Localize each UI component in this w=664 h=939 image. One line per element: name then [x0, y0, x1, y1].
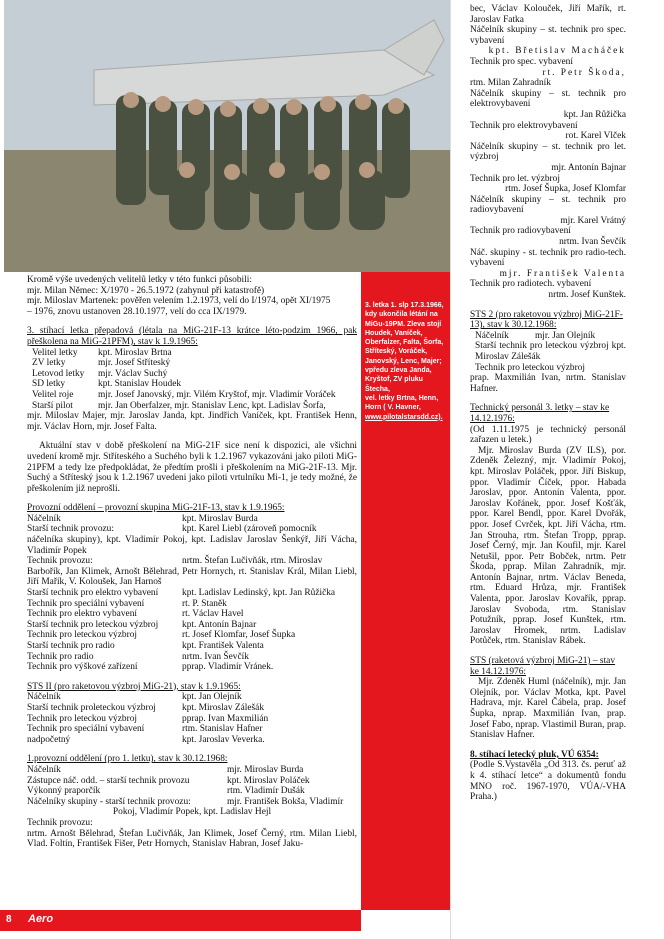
person: rt. Josef Klomfar, Josef Šupka: [182, 630, 296, 641]
caption-line: Kryštof, ZV pluku Štecha,: [365, 376, 423, 393]
role: Technik pro let. výzbroj: [470, 173, 560, 184]
person: kpt. Antonín Bajnar: [182, 619, 257, 630]
role: Velitel roje: [32, 389, 74, 400]
person: mjr. František Valenta: [499, 268, 626, 279]
paragraph: bec, Václav Kolouček, Jiří Mařík, rt. Jaroslav Fatka: [470, 4, 626, 25]
text-line: mjr. Milan Němec: X/1970 - 26.5.1972 (zahynul při katastrofě): [27, 285, 265, 296]
person: mjr. Miroslav Burda: [227, 764, 304, 775]
role: Náčelník skupiny – st. technik pro let. výzbroj: [470, 141, 626, 163]
person: kpt. Miroslav Zálešák: [182, 702, 265, 713]
person: rt. Václav Havel: [182, 609, 244, 620]
right-column: [470, 4, 626, 803]
person: rtm. Stanislav Hafner: [182, 724, 263, 735]
paragraph: (Podle S.Vystavěla „Od 313. čs. peruť až k 4. stíhací letce“ a dokumentů fondu MNO roč. 1967-1970, VÚA/-VHA Praha.): [470, 760, 626, 803]
person: mjr. František Bokša, Vladimír: [227, 796, 344, 807]
person: pprap. Vladimír Vránek.: [182, 662, 274, 673]
caption-line: vpředu zleva Janda,: [365, 367, 432, 375]
caption-line: Houdek, Vaníček,: [365, 329, 423, 337]
left-column: [27, 275, 357, 850]
person: kpt. Jan Růžička: [563, 109, 626, 120]
role: Starší technik provozu:: [27, 524, 114, 535]
role: Technik pro radiovybavení: [470, 226, 571, 237]
role: SD letky: [32, 379, 66, 390]
paragraph: Mjr. Zdeněk Huml (náčelník), mjr. Jan Olejník, por. Václav Motka, kpt. Pavel Hadrava, mjr. Karel Čábela, prap. Josef Šupka, nprap. Maxmilián Ivan, prap. Josef Fabo, nprap. Vlastimil Buran, prap. Stanislav Hafner.: [470, 677, 626, 741]
paragraph: (Od 1.11.1975 je technický personál zařazen u letek.): [470, 424, 626, 446]
role: Starší pilot: [32, 400, 73, 411]
photo-caption: [365, 301, 447, 422]
role: Technik pro elektrovybavení: [470, 120, 578, 131]
role: Starší technik pro leteckou výzbroj: [27, 619, 159, 630]
role: Náčelník skupiny – st. technik pro elektrovybavení: [470, 88, 626, 110]
role: Náčelník skupiny – st. technik pro spec. vybavení: [470, 25, 626, 46]
person: kpt. Karel Liebl (zároveň pomocník: [182, 524, 317, 535]
section-heading: STS (raketová výzbroj MiG-21) – stav ke 14.12.1976:: [470, 656, 616, 677]
person: kpt. Miroslav Poláček: [227, 775, 310, 786]
person: rtm. Vladimír Dušák: [227, 786, 305, 797]
role: ZV letky: [32, 358, 66, 369]
person: mjr. Jan Olejník: [535, 330, 596, 341]
role: Letovod letky: [32, 368, 85, 379]
role: Starší technik pro elektro vybavení: [27, 588, 159, 599]
role: Technik pro leteckou výzbroj: [27, 713, 137, 724]
role: Technik pro radiotech. vybavení: [470, 279, 592, 290]
person: kpt. Miroslav Burda: [182, 513, 258, 524]
paragraph: mjr. Miloslav Majer, mjr. Jaroslav Janda, kpt. Jindřich Vaníček, kpt. František Henn, mjr. Václav Horn, mjr. Josef Falta.: [27, 411, 357, 432]
person: mjr. Jan Oberfalzer, mjr. Stanislav Lenc, kpt. Ladislav Šorfa,: [98, 400, 326, 411]
person: mjr. Václav Suchý: [98, 368, 168, 379]
paragraph: Barbořík, Jan Klimek, Arnošt Bělehrad, Petr Hornych, rt. Stanislav Král, Milan Liebl, Jiří Mařík, V. Koloušek, Jan Harnoš: [27, 566, 357, 588]
section-heading: STS II (pro raketovou výzbroj MiG-21), stav k 1.9.1965:: [27, 681, 241, 692]
page-footer: [0, 910, 361, 931]
person: mjr. Josef Stříteský: [98, 358, 171, 369]
caption-line: 3. letka 1. slp 17.3.1966,: [365, 302, 444, 309]
person: nrtm. Josef Kunštek.: [548, 290, 626, 301]
person: mjr. Antonín Bajnar: [551, 162, 626, 173]
role: Technik pro leteckou výzbroj: [475, 362, 585, 373]
caption-line: MiGu-19PM. Zleva stojí: [365, 320, 442, 328]
paragraph: Aktuální stav v době přeškolení na MiG-21F sice není k dispozici, ale všichni uvedení kromě mjr. Stříteského a Suchého byli k 1.2.1967 vykazováni jako piloti MiG-21PFM a tedy lze předpokládat, že předtím prošli i přeškolením na MiG-21F-13. Mjr. Suchý a Stříteský jsou k 1.2.1967 uvedeni jako piloti vrtulníku Mi-1, je tedy možné, že přeškolením již neprošli.: [27, 441, 357, 494]
person: kpt. Jaroslav Veverka.: [182, 734, 265, 745]
role: Technik pro spec. vybavení: [470, 56, 573, 67]
person: mjr. Josef Janovský, mjr. Vilém Kryštof, mjr. Vladimír Voráček: [98, 389, 336, 400]
role: Technik pro radio: [27, 651, 94, 662]
column-divider: [450, 0, 451, 939]
role: Náčelník: [27, 692, 61, 703]
role: Technik pro leteckou výzbroj: [27, 630, 137, 641]
person: kpt. Stanislav Houdek: [98, 379, 182, 390]
page-number: 8: [6, 914, 12, 925]
paragraph: Pokoj, Vladimír Popek, kpt. Ladislav Hejl: [112, 807, 272, 818]
person: rot. Karel Vlček: [565, 131, 626, 142]
person: kpt. Ladislav Ledinský, kpt. Jan Růžička: [182, 588, 336, 599]
paragraph: nrtm. Arnošt Bělehrad, Štefan Lučivňák, Jan Klimek, Josef Černý, rtm. Milan Liebl, Vlad. Foltín, František Fišer, Petr Hornych, Stanislav Habran, Josef Jaku-: [27, 828, 357, 850]
text-line: Technik provozu:: [27, 817, 93, 828]
text-line: Kromě výše uvedených velitelů letky v této funkci působili:: [27, 275, 252, 285]
role: Náčelník skupiny – st. technik pro radiovybavení: [470, 194, 626, 216]
role: Náčelníky skupiny - starší technik provozu:: [27, 796, 191, 807]
caption-line: Stříteský, Voráček,: [365, 348, 428, 356]
person: prap. Maxmilián Ivan, nrtm. Stanislav Hafner.: [470, 373, 626, 394]
photo-illustration: [4, 0, 450, 272]
person: nrtm. Ivan Ševčík: [559, 237, 626, 248]
person: kpt. Jan Olejník: [182, 692, 242, 703]
role: Náčelník: [27, 764, 61, 775]
person: pprap. Ivan Maxmilián: [182, 713, 269, 724]
role: Technik pro elektro vybavení: [27, 609, 137, 620]
section-heading: Technický personál 3. letky – stav ke 14.12.1976:: [470, 403, 610, 424]
section-heading: 1.provozní oddělení (pro 1. letku), stav k 30.12.1968:: [27, 754, 228, 765]
person: rtm. Milan Zahradník: [470, 78, 551, 89]
person: nrtm. Štefan Lučivňák, rtm. Miroslav: [182, 556, 323, 567]
role: Velitel letky: [32, 347, 78, 358]
role: Starší technik proleteckou výzbroj: [27, 702, 156, 713]
text-line: mjr. Miloslav Martenek: pověřen velením 1.2.1973, velí do I/1974, opět XI/1975: [27, 296, 331, 307]
person: kpt. František Valenta: [182, 641, 264, 651]
role: Technik pro výškové zařízení: [27, 662, 138, 673]
paragraph: náčelníka skupiny), kpt. Vladimír Pokoj, kpt. Ladislav Jaroslav Šenkýř, Jiří Vácha, Vladimír Popek: [27, 535, 357, 556]
caption-line: vel. letky Brtna, Henn,: [365, 394, 439, 402]
person: mjr. Karel Vrátný: [560, 215, 626, 226]
person: rt. Petr Škoda,: [542, 67, 626, 78]
role: nadpočetný: [27, 734, 71, 745]
role: Starší technik pro radio: [27, 641, 115, 651]
paragraph: Starší technik pro leteckou výzbroj kpt. Miroslav Zálešák: [475, 341, 626, 362]
paragraph: Mjr. Miroslav Burda (ZV ILS), por. Zdeněk Železný, mjr. Vladimír Pokoj, kpt. Miroslav Poláček, ppor. Jiří Biskup, ppor. Vladimír Číček, ppor. Habada Jaroslav, ppor. Antonín Valenta, ppor. Jaroslav Kořánek, ppor. Josef Košťák, ppor. Karel Bendl, ppor. Karel Dvořák, ppor. Josef Cvrček, kpt. Jiří Vácha, rtm. Jan Strouha, rtm. Štefan Tropp, pprap. Josef Černý, mjr. Jan Koufil, mjr. Karel Netušil, ppor. Petr Bobček, nrtm. Petr Škoda, pprap. Milan Zahradník, mjr. Antonín Bajnar, nrtm. Václav Beneda, rtm. Eduard Hrůza, mjr. František Valenta, ppor. Jaroslav Kovařík, pprap. Jaroslav Svoboda, rtm. Stanislav Potužník, pprap. Josef Kunštek, rtm. Jaroslav Hromek, nrtm. Ladislav Potůček, rtm. Stanislav Rábek.: [470, 445, 626, 647]
caption-line: Oberfalzer, Falta, Šorfa,: [365, 339, 444, 347]
role: Technik pro speciální vybavení: [27, 724, 145, 735]
section-heading: 3. stíhací letka přepadová (létala na MiG-21F-13 krátce léto-podzim 1966, pak přeškolena na MiG-21PFM), stav k 1.9.1965:: [27, 326, 357, 347]
role: Výkonný praporčík: [27, 786, 101, 797]
caption-line: kdy ukončila létání na: [365, 311, 438, 319]
group-photo: [4, 0, 450, 272]
section-heading: Provozní oddělení – provozní skupina MiG-21F-13, stav k 1.9.1965:: [27, 503, 285, 514]
role: Zástupce náč. odd. – starší technik provozu: [27, 775, 190, 786]
person: kpt. Miroslav Brtna: [98, 347, 172, 358]
person: nrtm. Ivan Ševčík: [182, 651, 249, 662]
person: rt. P. Staněk: [182, 598, 227, 609]
role: Náč. skupiny - st. technik pro radio-tech. vybavení: [470, 247, 626, 269]
role: Technik pro speciální vybavení: [27, 598, 145, 609]
role: Náčelník: [475, 330, 509, 341]
text-line: – 1976, znovu ustanoven 28.10.1977, velí do cca IX/1979.: [27, 306, 247, 317]
caption-web: www.pilotalstarsdd.cz).: [365, 413, 443, 421]
magazine-name: Aero: [28, 913, 54, 925]
caption-line: Janovský, Lenc, Majer;: [365, 357, 442, 365]
caption-line: Horn ( V. Havner,: [365, 404, 421, 412]
role: Náčelník: [27, 513, 61, 524]
person: kpt. Břetislav Macháček: [488, 46, 626, 57]
person: rtm. Josef Šupka, Josef Klomfar: [505, 184, 626, 195]
role: Technik provozu:: [27, 556, 93, 567]
section-heading: STS 2 (pro raketovou výzbroj MiG-21F-13), stav k 30.12.1968:: [470, 309, 623, 331]
section-heading: 8. stíhací letecký pluk, VÚ 6354:: [470, 749, 599, 760]
